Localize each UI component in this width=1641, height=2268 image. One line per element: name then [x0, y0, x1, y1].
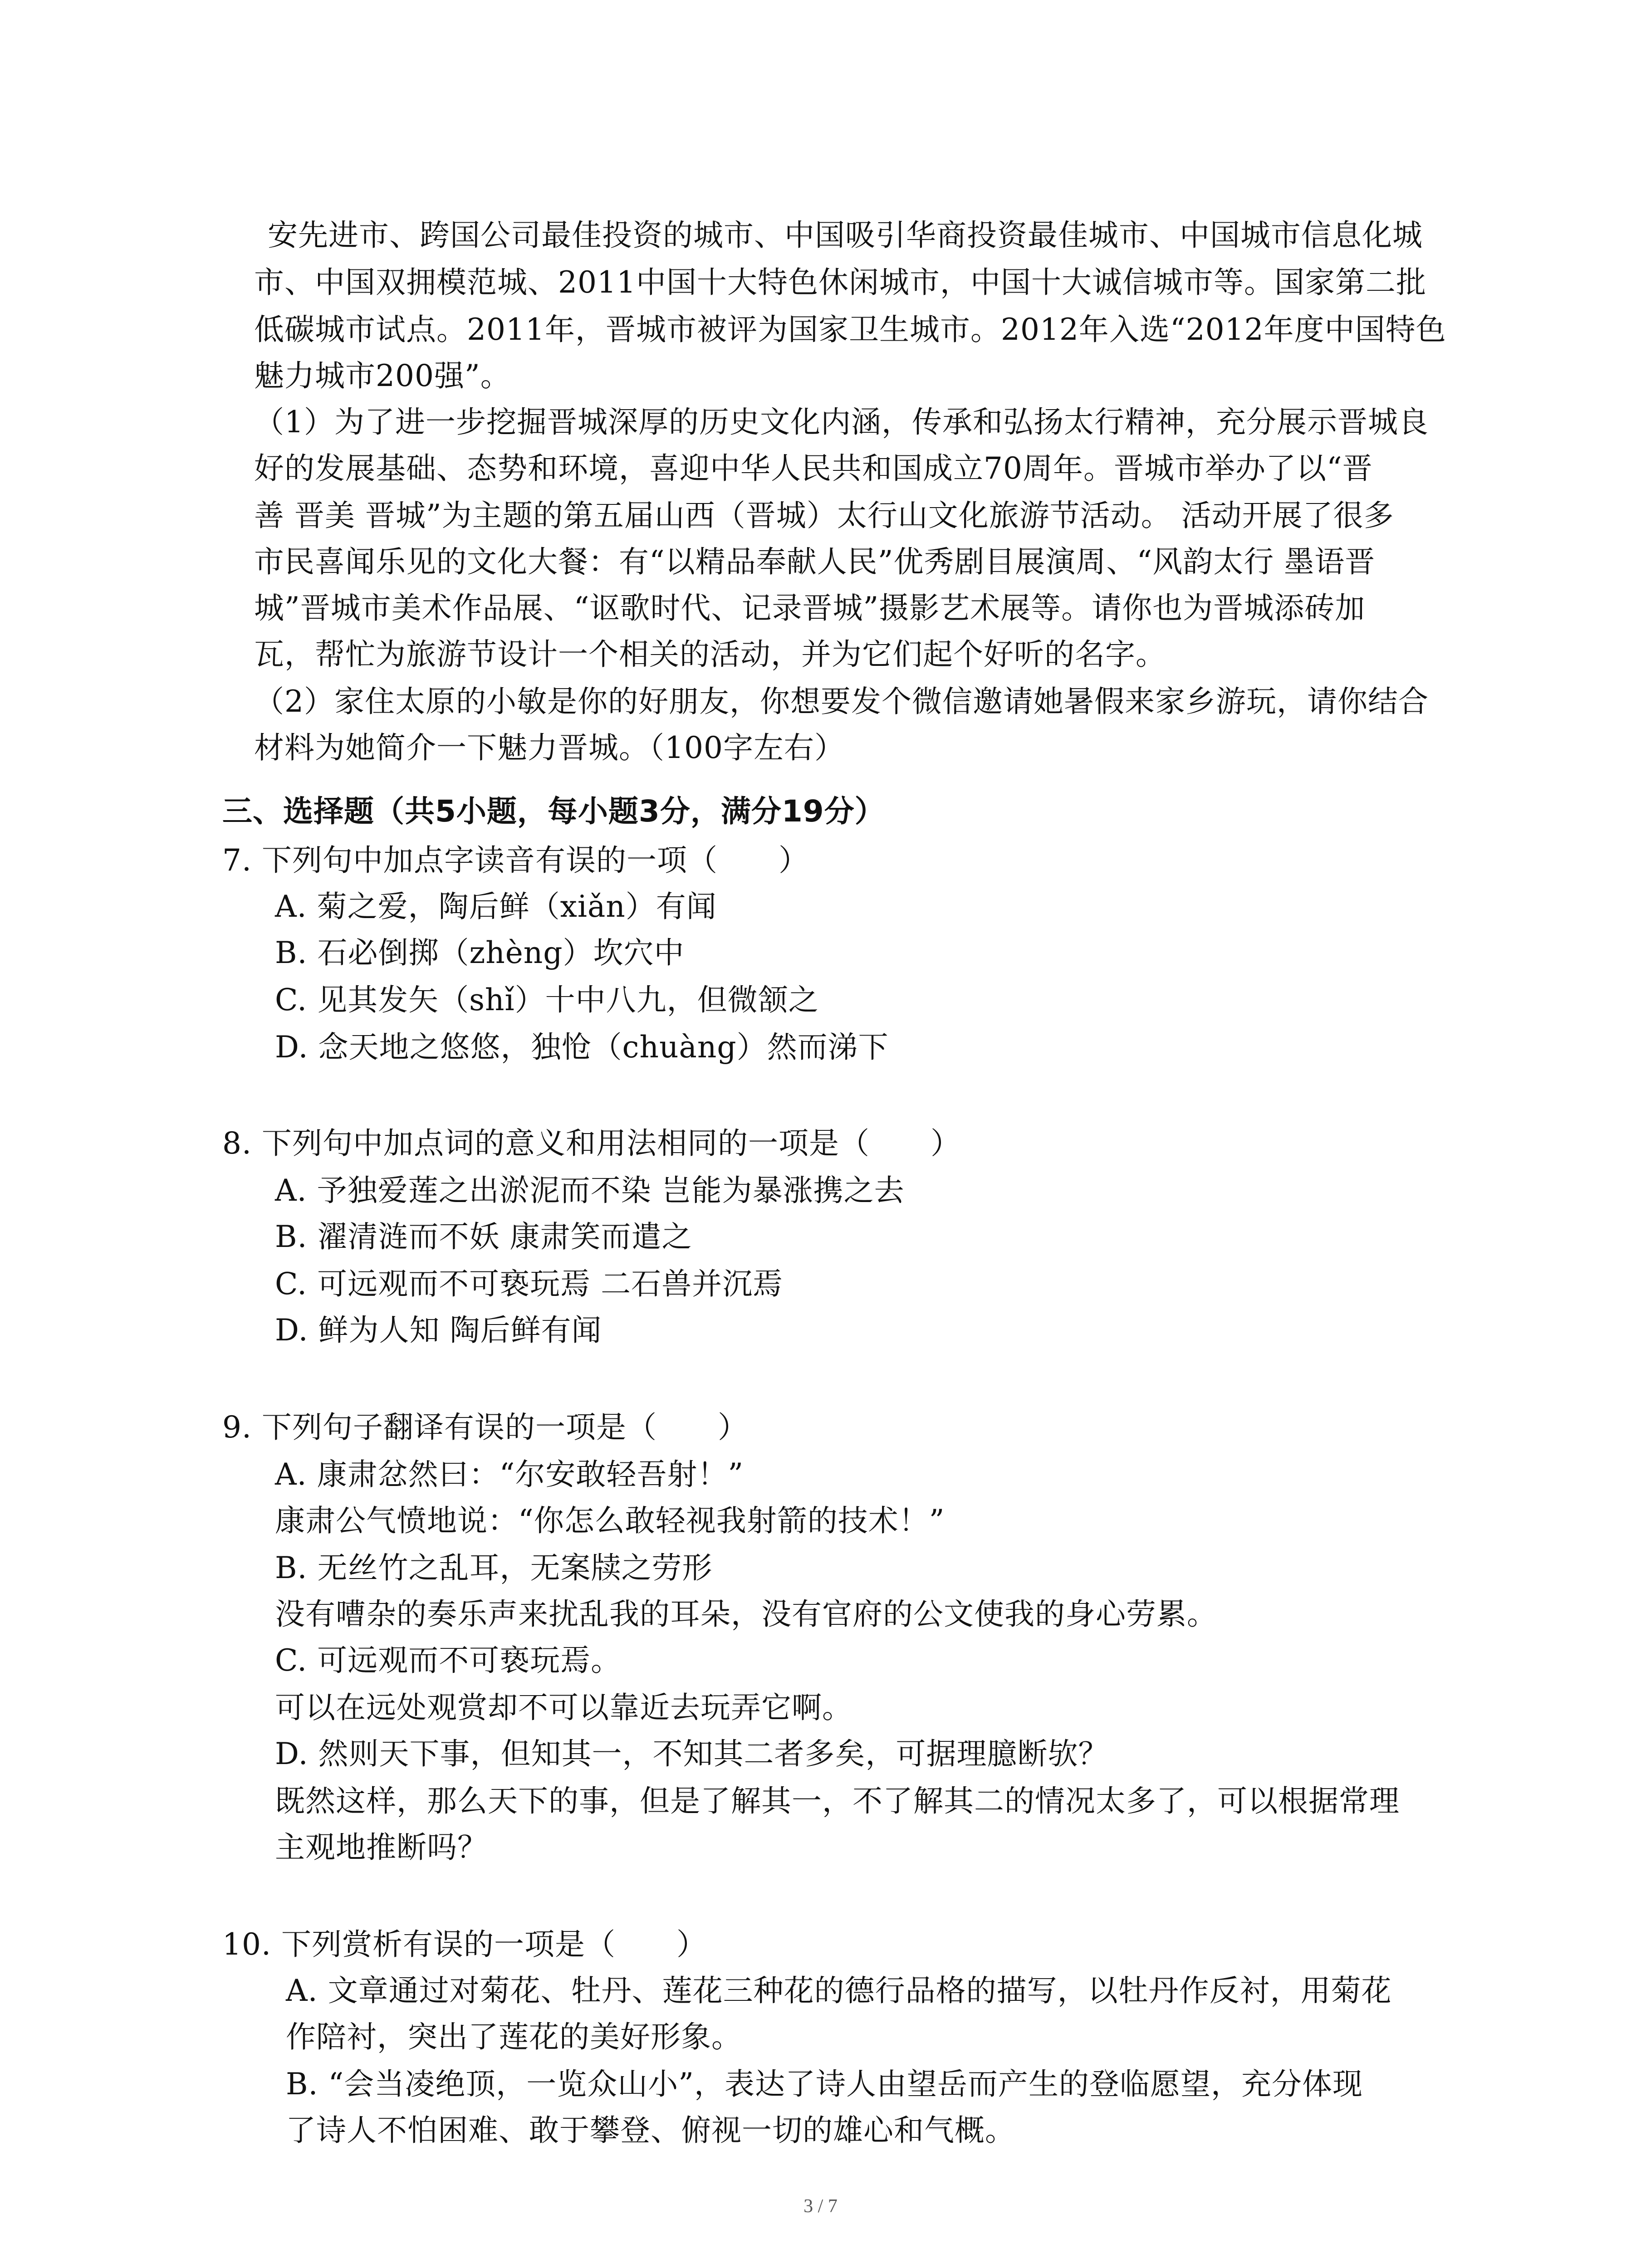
material-line-2: 市、中国双拥模范城、2011中国十大特色休闲城市，中国十大诚信城市等。国家第二批 — [254, 265, 1426, 300]
q9-stem: 9. 下列句子翻译有误的一项是（ ） — [222, 1410, 748, 1445]
q9-translation-d-line-1: 既然这样，那么天下的事，但是了解其一，不了解其二的情况太多了，可以根据常理 — [275, 1784, 1400, 1818]
q10-option-a-line-1: A. 文章通过对菊花、牡丹、莲花三种花的德行品格的描写，以牡丹作反衬，用菊花 — [286, 1973, 1392, 2008]
task1-line-2: 好的发展基础、态势和环境，喜迎中华人民共和国成立70周年。晋城市举办了以“晋 — [254, 451, 1373, 486]
q9-option-c: C. 可远观而不可亵玩焉。 — [275, 1643, 622, 1678]
q9-option-a: A. 康肃忿然曰：“尔安敢轻吾射！” — [275, 1457, 744, 1492]
q9-translation-a: 康肃公气愤地说：“你怎么敢轻视我射箭的技术！” — [275, 1503, 945, 1538]
material-line-4: 魅力城市200强”。 — [254, 358, 511, 393]
q8-stem: 8. 下列句中加点词的意义和用法相同的一项是（ ） — [222, 1126, 961, 1161]
q10-option-b-line-1: B. “会当凌绝顶，一览众山小”，表达了诗人由望岳而产生的登临愿望，充分体现 — [286, 2067, 1363, 2102]
q7-option-c: C. 见其发矢（shǐ）十中八九，但微颔之 — [275, 982, 819, 1017]
task1-line-6: 瓦，帮忙为旅游节设计一个相关的活动，并为它们起个好听的名字。 — [254, 637, 1166, 672]
task1-line-3: 善 晋美 晋城”为主题的第五届山西（晋城）太行山文化旅游节活动。 活动开展了很多 — [254, 498, 1394, 533]
task1-line-4: 市民喜闻乐见的文化大餐：有“以精品奉献人民”优秀剧目展演周、“风韵太行 墨语晋 — [254, 544, 1376, 579]
q10-option-a-line-2: 作陪衬，突出了莲花的美好形象。 — [286, 2019, 742, 2054]
q8-option-d: D. 鲜为人知 陶后鲜有闻 — [275, 1313, 602, 1348]
q9-option-b: B. 无丝竹之乱耳，无案牍之劳形 — [275, 1550, 713, 1585]
task1-line-5: 城”晋城市美术作品展、“讴歌时代、记录晋城”摄影艺术展等。请你也为晋城添砖加 — [254, 591, 1366, 626]
q7-option-d: D. 念天地之悠悠，独怆（chuàng）然而涕下 — [275, 1030, 889, 1065]
section-heading: 三、选择题（共5小题，每小题3分，满分19分） — [222, 794, 885, 829]
material-line-3: 低碳城市试点。2011年，晋城市被评为国家卫生城市。2012年入选“2012年度中国特色 — [254, 312, 1446, 347]
q8-option-a: A. 予独爱莲之出淤泥而不染 岂能为暴涨携之去 — [275, 1173, 905, 1208]
q9-option-d: D. 然则天下事，但知其一，不知其二者多矣，可据理臆断欤？ — [275, 1736, 1109, 1771]
q9-translation-b: 没有嘈杂的奏乐声来扰乱我的耳朵，没有官府的公文使我的身心劳累。 — [275, 1597, 1217, 1632]
q7-option-a: A. 菊之爱，陶后鲜（xiǎn）有闻 — [275, 889, 717, 924]
q9-translation-c: 可以在远处观赏却不可以靠近去玩弄它啊。 — [275, 1690, 852, 1725]
task2-line-1: （2）家住太原的小敏是你的好朋友，你想要发个微信邀请她暑假来家乡游玩，请你结合 — [254, 684, 1429, 719]
q7-option-b: B. 石必倒掷（zhèng）坎穴中 — [275, 935, 685, 970]
q10-stem: 10. 下列赏析有误的一项是（ ） — [222, 1927, 707, 1962]
page-number: 3 / 7 — [803, 2196, 838, 2217]
task1-line-1: （1）为了进一步挖掘晋城深厚的历史文化内涵，传承和弘扬太行精神，充分展示晋城良 — [254, 405, 1429, 440]
task2-line-2: 材料为她简介一下魅力晋城。（100字左右） — [254, 730, 845, 765]
q8-option-b: B. 濯清涟而不妖 康肃笑而遣之 — [275, 1219, 692, 1254]
q8-option-c: C. 可远观而不可亵玩焉 二石兽并沉焉 — [275, 1266, 784, 1301]
q10-option-b-line-2: 了诗人不怕困难、敢于攀登、俯视一切的雄心和气概。 — [286, 2113, 1015, 2148]
q9-translation-d-line-2: 主观地推断吗？ — [275, 1830, 488, 1865]
q7-stem: 7. 下列句中加点字读音有误的一项（ ） — [222, 843, 809, 878]
material-line-1: 安先进市、跨国公司最佳投资的城市、中国吸引华商投资最佳城市、中国城市信息化城 — [268, 218, 1423, 253]
